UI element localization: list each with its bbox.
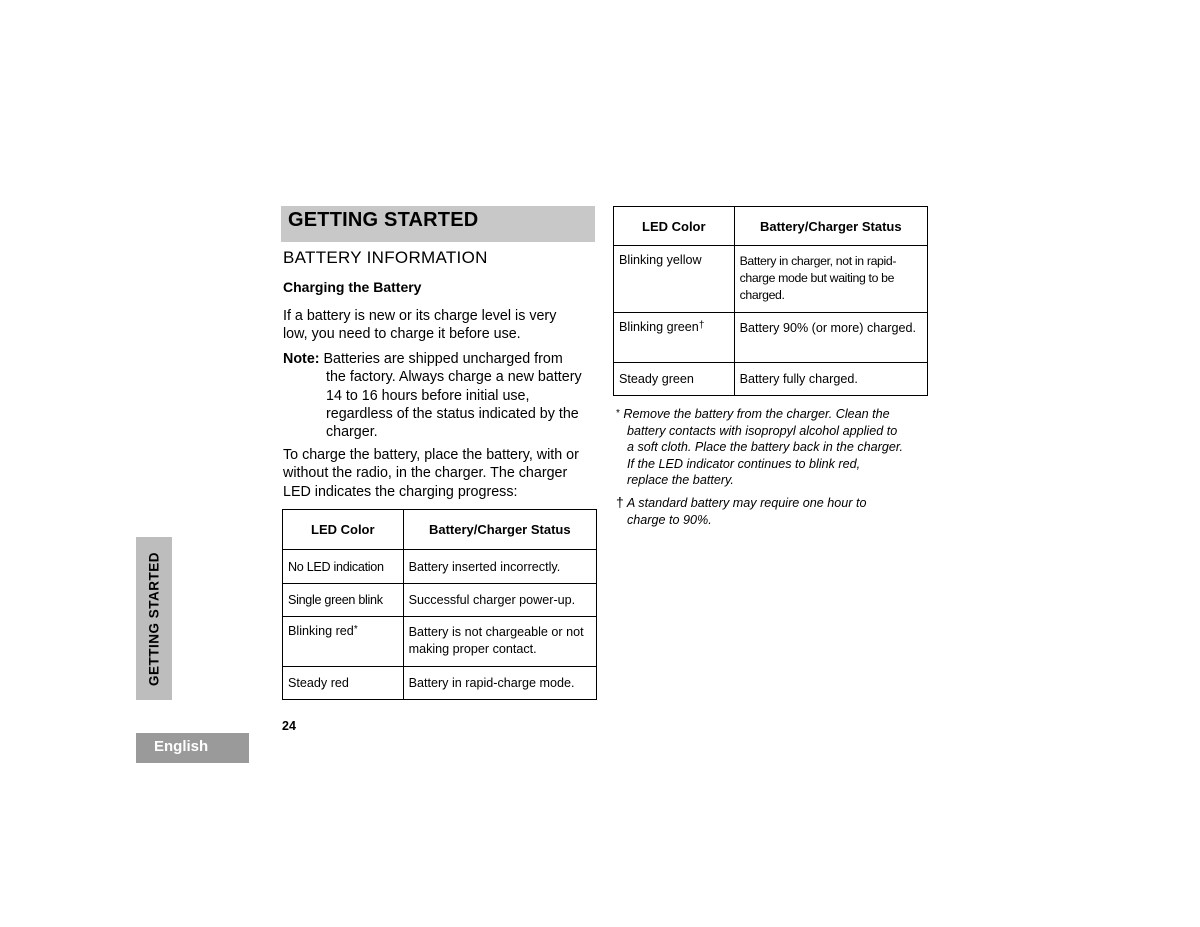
note-line: Batteries are shipped uncharged from (323, 351, 563, 367)
note-line: 14 to 16 hours before initial use, (326, 387, 530, 404)
table-row (283, 667, 597, 700)
intro-line: low, you need to charge it before use. (283, 326, 521, 343)
charging-line: LED indicates the charging progress: (283, 483, 518, 500)
charging-line: To charge the battery, place the battery, with or (283, 447, 579, 463)
note-line: regardless of the status indicated by the (326, 405, 579, 422)
note-label: Note: (283, 351, 320, 367)
charging-line: without the radio, in the charger. The charger (283, 465, 568, 482)
page-number: 24 (282, 719, 296, 733)
note-line: charger. (326, 424, 378, 441)
footnote-line: replace the battery. (627, 473, 734, 488)
table-row (283, 550, 597, 584)
footnote-dagger (616, 494, 928, 528)
status-cell: Battery is not chargeable or not making proper contact. (403, 617, 596, 667)
status-cell: Battery 90% (or more) charged. (734, 313, 927, 363)
section-banner (281, 206, 595, 242)
section-title: GETTING STARTED (288, 209, 479, 231)
side-tab-label: GETTING STARTED (146, 551, 162, 686)
intro-paragraph (283, 307, 595, 344)
led-color-cell: Steady green (614, 363, 735, 396)
table-row (614, 363, 928, 396)
led-color-cell (614, 313, 735, 363)
table-row (614, 246, 928, 313)
header-battery-status: Battery/Charger Status (734, 207, 927, 246)
led-color-cell: Single green blink (283, 584, 404, 617)
led-color-text: Blinking red (288, 624, 354, 638)
status-cell: Battery in charger, not in rapid-charge mode but waiting to be charged. (734, 246, 927, 313)
led-color-cell: Steady red (283, 667, 404, 700)
footnote-line: If the LED indicator continues to blink red, (627, 456, 861, 471)
table-header-row (614, 207, 928, 246)
topic-title: Charging the Battery (283, 279, 422, 295)
header-led-color: LED Color (614, 207, 735, 246)
led-color-cell: Blinking yellow (614, 246, 735, 313)
table-row (283, 617, 597, 667)
led-color-text: Blinking green (619, 320, 699, 334)
led-color-cell (283, 617, 404, 667)
footnote-line: * Remove the battery from the charger. Clean the (616, 407, 890, 421)
subsection-title: BATTERY INFORMATION (283, 248, 488, 267)
language-tab (136, 733, 249, 763)
table-row (283, 584, 597, 617)
table-header-row (283, 510, 597, 550)
footnote-line: † A standard battery may require one hour to (616, 494, 867, 510)
side-section-tab (136, 537, 172, 700)
led-color-cell: No LED indication (283, 550, 404, 584)
status-cell: Battery in rapid-charge mode. (403, 667, 596, 700)
status-cell: Battery fully charged. (734, 363, 927, 396)
intro-line: If a battery is new or its charge level is very (283, 308, 557, 324)
note-first-line (283, 350, 598, 368)
footnote-asterisk (616, 406, 928, 489)
footnote-mark: * (353, 624, 358, 635)
note-block (283, 350, 598, 441)
header-battery-status: Battery/Charger Status (403, 510, 596, 550)
footnote-line: a soft cloth. Place the battery back in the charger. (627, 440, 904, 455)
table-row (614, 313, 928, 363)
footnote-mark: † (698, 320, 705, 331)
charging-paragraph (283, 446, 597, 501)
note-line: the factory. Always charge a new battery (326, 369, 582, 386)
footnote-line: battery contacts with isopropyl alcohol applied to (627, 423, 898, 438)
led-status-table-1 (282, 509, 597, 700)
footnote-line: charge to 90%. (627, 512, 712, 527)
footnote-symbol: * (616, 408, 620, 419)
status-cell: Successful charger power-up. (403, 584, 596, 617)
led-status-table-2 (613, 206, 928, 396)
language-tab-label: English (154, 738, 209, 755)
footnote-symbol: † (616, 494, 624, 510)
header-led-color: LED Color (283, 510, 404, 550)
status-cell: Battery inserted incorrectly. (403, 550, 596, 584)
